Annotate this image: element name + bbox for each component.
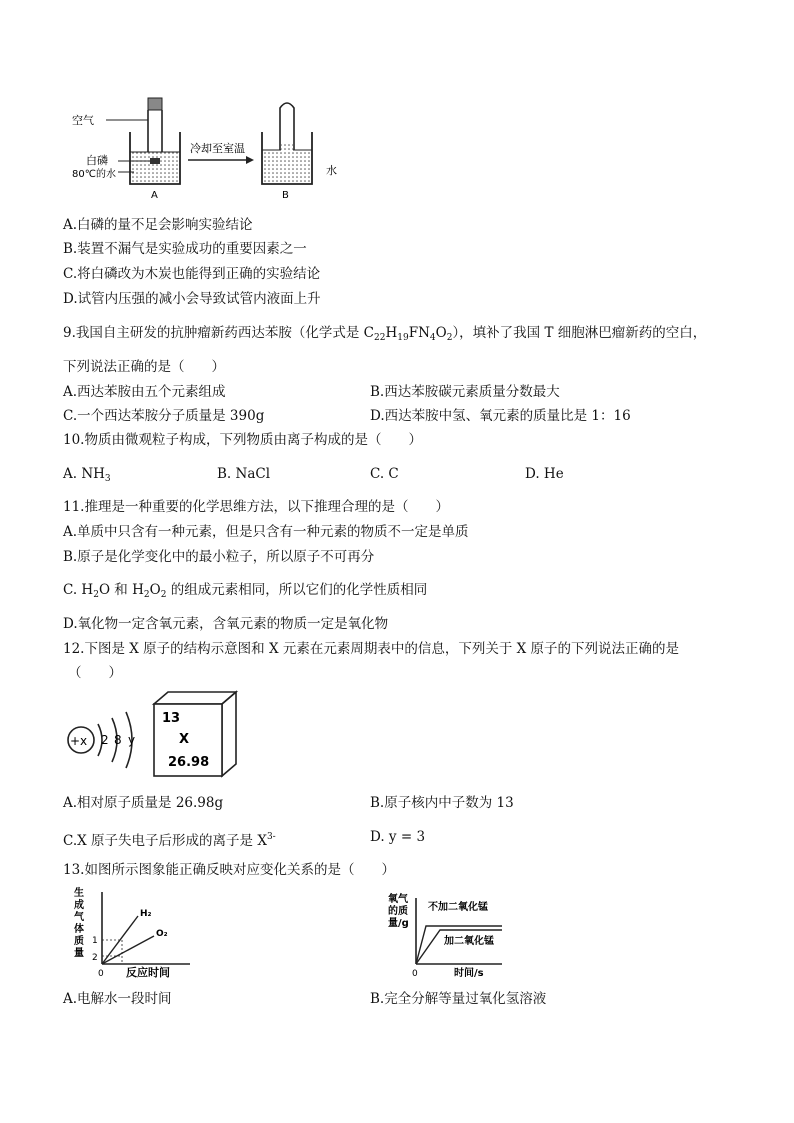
q10-option-d: D. He	[525, 466, 564, 482]
series-mno2-label: 加二氧化锰	[444, 936, 494, 947]
series-o2-label: O₂	[156, 929, 168, 939]
label-water: 水	[326, 164, 337, 177]
q8-option-a: A.白磷的量不足会影响实验结论	[63, 217, 253, 233]
svg-text:量/g: 量/g	[388, 918, 409, 929]
svg-text:0: 0	[98, 969, 104, 979]
q12-stem: 12.下图是 X 原子的结构示意图和 X 元素在元素周期表中的信息，下列关于 X 原子的下列说法正确的是	[63, 641, 680, 657]
label-air: 空气	[72, 114, 94, 127]
q13-option-a: A.电解水一段时间	[63, 991, 172, 1007]
shell-3-count: y	[128, 733, 136, 747]
q12-option-a: A.相对原子质量是 26.98g	[63, 795, 224, 811]
stopper-a	[148, 98, 162, 110]
svg-text:气: 气	[74, 912, 84, 923]
periodic-table-cell	[148, 688, 240, 780]
svg-text:2: 2	[92, 953, 98, 963]
q10-option-b: B. NaCl	[217, 466, 271, 482]
q9-option-d: D.西达苯胺中氢、氧元素的质量比是 1：16	[370, 408, 631, 424]
label-water80: 80℃的水	[72, 169, 116, 180]
svg-text:质: 质	[74, 936, 84, 947]
q9-formula: $C_{22}H_{19}FN_4O_2$	[363, 325, 453, 343]
svg-text:生: 生	[74, 888, 84, 899]
q11-option-a: A.单质中只含有一种元素，但是只含有一种元素的物质不一定是单质	[63, 524, 469, 540]
q12-stem-2: （ ）	[68, 665, 122, 681]
experiment-figure	[68, 92, 358, 204]
q9-option-a: A.西达苯胺由五个元素组成	[63, 384, 226, 400]
q10-option-a: A. $NH_3$	[63, 466, 111, 484]
nucleus-charge: +x	[70, 734, 88, 748]
q12-option-d: D. y = 3	[370, 829, 426, 845]
q8-option-d: D.试管内压强的减小会导致试管内液面上升	[63, 291, 321, 307]
svg-text:成: 成	[74, 900, 84, 911]
atom-structure-diagram	[64, 698, 160, 778]
svg-text:1: 1	[92, 936, 98, 946]
atomic-number: 13	[162, 711, 181, 726]
q11-stem: 11.推理是一种重要的化学思维方法，以下推理合理的是（ ）	[63, 499, 449, 515]
atomic-mass: 26.98	[168, 755, 210, 770]
q9-stem-2: 下列说法正确的是（ ）	[63, 359, 225, 375]
q9-stem: 9.我国自主研发的抗肿瘤新药西达苯胺（化学式是 $C_{22}H_{19}FN_4O_2$），填补了我国 T 细胞淋巴瘤新药的空白，	[63, 325, 707, 343]
graph-b-xlabel: 时间/s	[454, 968, 484, 979]
q8-option-b: B.装置不漏气是实验成功的重要因素之一	[63, 241, 307, 257]
graph-a-xlabel: 反应时间	[126, 966, 170, 979]
q10-option-c: C. C	[370, 466, 399, 482]
label-b: B	[282, 190, 289, 201]
label-phosphorus: 白磷	[86, 154, 108, 167]
graph-a-electrolysis	[70, 884, 210, 980]
q12-option-b: B.原子核内中子数为 13	[370, 795, 514, 811]
q11-option-c: C. $H_2O$ 和 $H_2O_2$ 的组成元素相同，所以它们的化学性质相同	[63, 582, 428, 600]
q11-option-d: D.氧化物一定含氧元素，含氧元素的物质一定是氧化物	[63, 616, 389, 632]
q9-option-c: C.一个西达苯胺分子质量是 390g	[63, 408, 265, 424]
svg-text:的质: 的质	[388, 906, 408, 917]
svg-text:氧气: 氧气	[388, 894, 408, 905]
series-o2-line	[102, 936, 154, 964]
svg-text:0: 0	[412, 969, 418, 979]
q11-option-b: B.原子是化学变化中的最小粒子，所以原子不可再分	[63, 549, 375, 565]
q13-option-b: B.完全分解等量过氧化氢溶液	[370, 991, 547, 1007]
svg-text:量: 量	[74, 948, 84, 959]
shell-1-count: 2	[101, 733, 109, 747]
q13-stem: 13.如图所示图象能正确反映对应变化关系的是（ ）	[63, 862, 395, 878]
q8-option-c: C.将白磷改为木炭也能得到正确的实验结论	[63, 266, 321, 282]
series-no-mno2-label: 不加二氧化锰	[428, 902, 488, 913]
label-a: A	[151, 190, 158, 201]
graph-b-h2o2	[382, 890, 522, 982]
svg-text:体: 体	[74, 924, 84, 935]
arrow-label: 冷却至室温	[190, 142, 245, 155]
q10-stem: 10.物质由微观粒子构成，下列物质由离子构成的是（ ）	[63, 432, 422, 448]
series-h2-label: H₂	[140, 909, 152, 919]
q12-option-c: C.X 原子失电子后形成的离子是 $X^{3-}$	[63, 832, 276, 849]
q9-option-b: B.西达苯胺碳元素质量分数最大	[370, 384, 560, 400]
element-symbol: X	[179, 732, 190, 747]
shell-2-count: 8	[114, 733, 122, 747]
